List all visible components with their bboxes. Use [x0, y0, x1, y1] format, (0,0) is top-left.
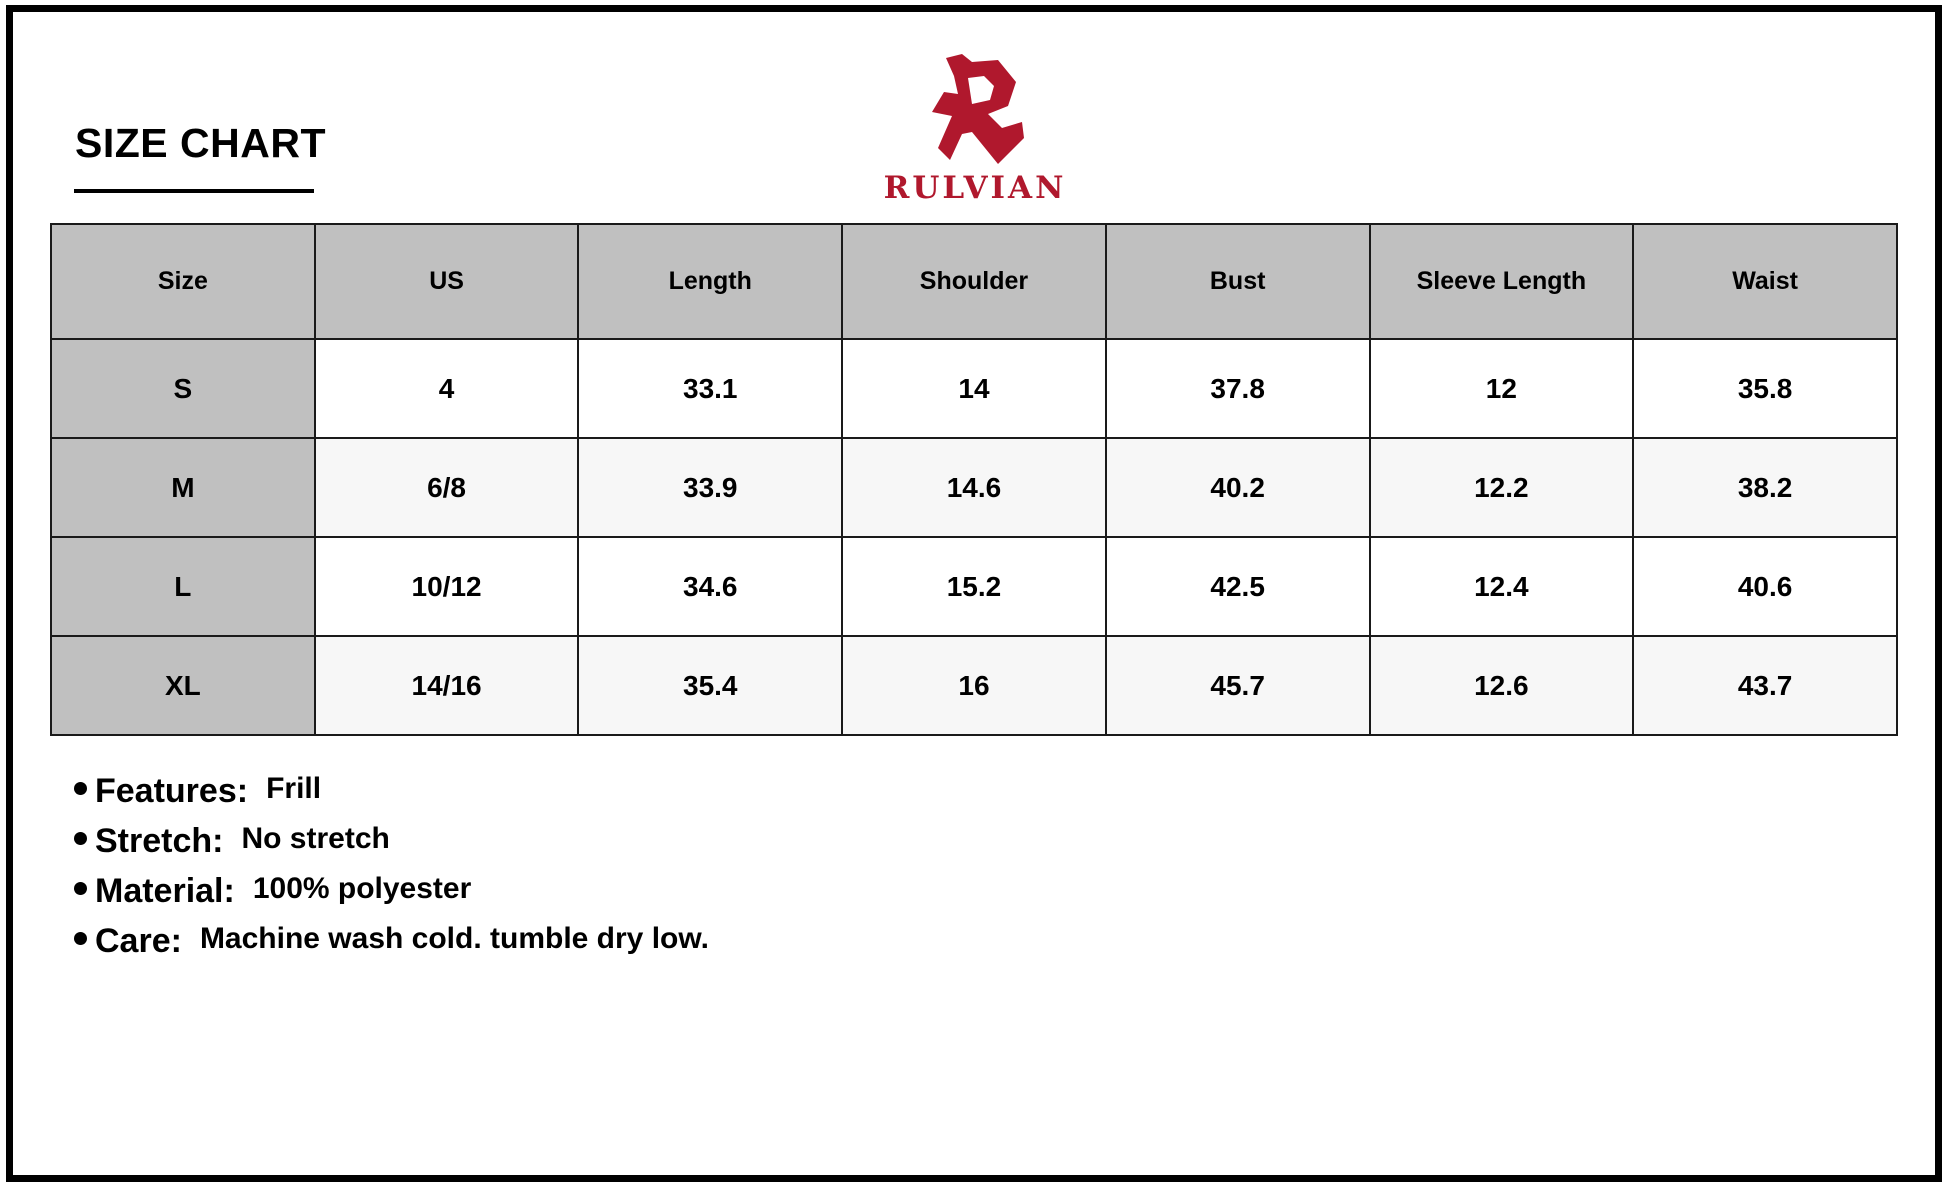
- table-cell: 35.4: [578, 636, 842, 735]
- column-header: Sleeve Length: [1370, 224, 1634, 339]
- size-chart-table: [50, 223, 1898, 736]
- table-cell: 40.6: [1633, 537, 1897, 636]
- table-row: [51, 636, 1897, 735]
- table-cell: 37.8: [1106, 339, 1370, 438]
- table-cell: 12.2: [1370, 438, 1634, 537]
- detail-stretch: [74, 822, 709, 872]
- table-cell: 14: [842, 339, 1106, 438]
- detail-material: [74, 872, 709, 922]
- bullet-icon: [74, 832, 87, 845]
- column-header: Shoulder: [842, 224, 1106, 339]
- bullet-icon: [74, 882, 87, 895]
- title-underline: [74, 189, 314, 193]
- table-cell: 16: [842, 636, 1106, 735]
- table-header-row: [51, 224, 1897, 339]
- table-cell: 15.2: [842, 537, 1106, 636]
- table-cell: 42.5: [1106, 537, 1370, 636]
- bullet-icon: [74, 782, 87, 795]
- table-cell: 33.1: [578, 339, 842, 438]
- size-cell: L: [51, 537, 315, 636]
- table-cell: 10/12: [315, 537, 579, 636]
- product-details-list: [74, 772, 709, 972]
- brand-logo: [870, 52, 1080, 212]
- detail-value: No stretch: [241, 822, 390, 855]
- size-cell: M: [51, 438, 315, 537]
- detail-label: Features:: [95, 772, 249, 810]
- table-cell: 12: [1370, 339, 1634, 438]
- detail-features: [74, 772, 709, 822]
- table-row: [51, 537, 1897, 636]
- table-cell: 12.4: [1370, 537, 1634, 636]
- stylized-r-logo-icon: [928, 52, 1024, 164]
- column-header: Length: [578, 224, 842, 339]
- bullet-icon: [74, 932, 87, 945]
- table-cell: 6/8: [315, 438, 579, 537]
- column-header: Size: [51, 224, 315, 339]
- detail-label: Care:: [95, 922, 182, 960]
- detail-care: [74, 922, 709, 972]
- table-cell: 12.6: [1370, 636, 1634, 735]
- detail-label: Material:: [95, 872, 235, 910]
- page-title: SIZE CHART: [75, 120, 326, 166]
- table-cell: 43.7: [1633, 636, 1897, 735]
- table-cell: 40.2: [1106, 438, 1370, 537]
- table-cell: 4: [315, 339, 579, 438]
- table-cell: 45.7: [1106, 636, 1370, 735]
- table-row: [51, 339, 1897, 438]
- detail-value: Machine wash cold. tumble dry low.: [199, 922, 709, 955]
- column-header: Bust: [1106, 224, 1370, 339]
- detail-value: Frill: [266, 772, 322, 805]
- table-cell: 33.9: [578, 438, 842, 537]
- table-cell: 34.6: [578, 537, 842, 636]
- detail-label: Stretch:: [95, 822, 224, 860]
- size-cell: S: [51, 339, 315, 438]
- brand-name: RULVIAN: [883, 170, 1067, 206]
- table-cell: 14/16: [315, 636, 579, 735]
- table-cell: 14.6: [842, 438, 1106, 537]
- table-row: [51, 438, 1897, 537]
- column-header: Waist: [1633, 224, 1897, 339]
- table-cell: 38.2: [1633, 438, 1897, 537]
- detail-value: 100% polyester: [252, 872, 472, 905]
- table-cell: 35.8: [1633, 339, 1897, 438]
- column-header: US: [315, 224, 579, 339]
- size-cell: XL: [51, 636, 315, 735]
